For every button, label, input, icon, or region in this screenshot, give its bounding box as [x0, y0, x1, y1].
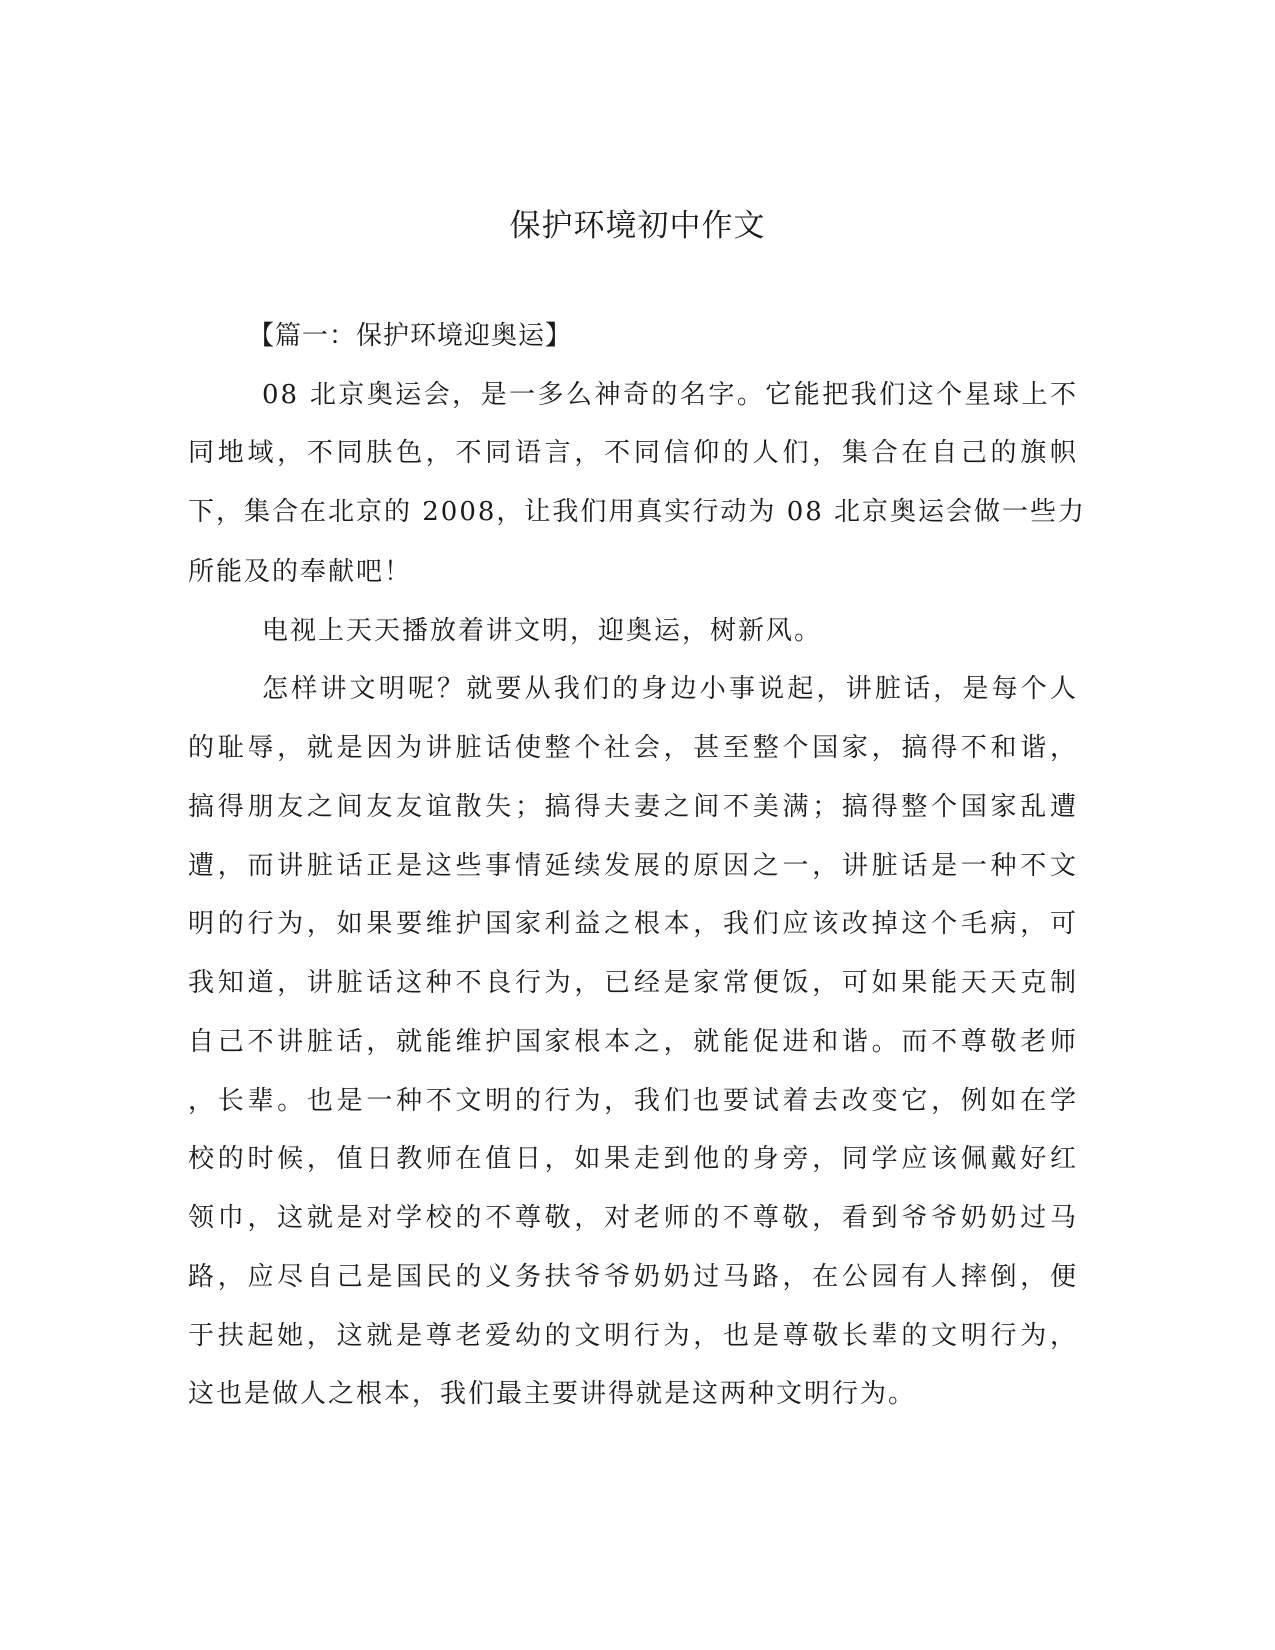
paragraph-3-line-9: 校的时候，值日教师在值日，如果走到他的身旁，同学应该佩戴好红 — [188, 1144, 1078, 1174]
document-title: 保护环境初中作文 — [509, 208, 766, 244]
paragraph-3-line-2: 的耻辱，就是因为讲脏话使整个社会，甚至整个国家，搞得不和谐， — [188, 733, 1078, 763]
paragraph-3-line-1: 怎样讲文明呢？就要从我们的身边小事说起，讲脏话，是每个人 — [262, 674, 1078, 704]
paragraph-3-line-4: 遭，而讲脏话正是这些事情延续发展的原因之一，讲脏话是一种不文 — [188, 851, 1078, 881]
paragraph-1-line-4: 所能及的奉献吧！ — [188, 557, 413, 587]
paragraph-3-line-3: 搞得朋友之间友友谊散失；搞得夫妻之间不美满；搞得整个国家乱遭 — [188, 792, 1078, 822]
paragraph-3-line-11: 路，应尽自己是国民的义务扶爷爷奶奶过马路，在公园有人摔倒，便 — [188, 1262, 1078, 1292]
paragraph-3-line-12: 于扶起她，这就是尊老爱幼的文明行为，也是尊敬长辈的文明行为， — [188, 1321, 1078, 1351]
paragraph-3-line-7: 自己不讲脏话，就能维护国家根本之，就能促进和谐。而不尊敬老师 — [188, 1027, 1078, 1057]
paragraph-1-line-3: 下，集合在北京的 2008，让我们用真实行动为 08 北京奥运会做一些力 — [188, 497, 1087, 527]
paragraph-3-line-8: ，长辈。也是一种不文明的行为，我们也要试着去改变它，例如在学 — [188, 1086, 1078, 1116]
paragraph-3-line-6: 我知道，讲脏话这种不良行为，已经是家常便饭，可如果能天天克制 — [188, 968, 1078, 998]
section-heading: 【篇一：保护环境迎奥运】 — [248, 321, 573, 351]
paragraph-3-line-10: 领巾，这就是对学校的不尊敬，对老师的不尊敬，看到爷爷奶奶过马 — [188, 1203, 1078, 1233]
paragraph-1-line-1: 08 北京奥运会，是一多么神奇的名字。它能把我们这个星球上不 — [262, 380, 1078, 410]
paragraph-3-line-5: 明的行为，如果要维护国家利益之根本，我们应该改掉这个毛病，可 — [188, 909, 1078, 939]
paragraph-2: 电视上天天播放着讲文明，迎奥运，树新风。 — [262, 616, 823, 646]
paragraph-3-line-13: 这也是做人之根本，我们最主要讲得就是这两种文明行为。 — [188, 1379, 917, 1409]
paragraph-1-line-2: 同地域，不同肤色，不同语言，不同信仰的人们，集合在自己的旗帜 — [188, 438, 1078, 468]
